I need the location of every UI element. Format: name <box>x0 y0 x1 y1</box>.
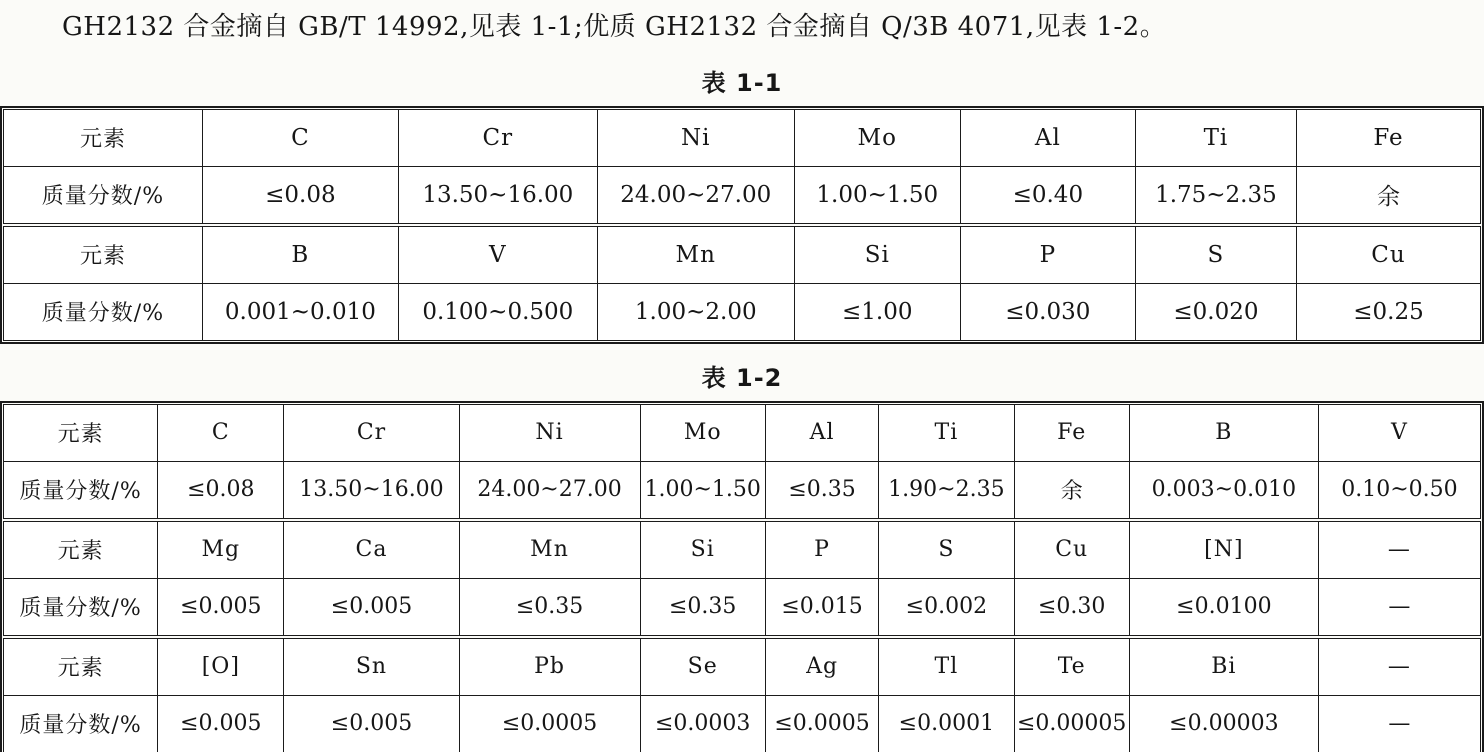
element-cell: Mo <box>641 405 766 462</box>
element-cell: S <box>879 522 1014 579</box>
element-cell: Mn <box>460 522 641 579</box>
element-cell: Tl <box>879 639 1014 696</box>
table2-section-1 <box>3 404 1481 519</box>
value-cell: ≤0.015 <box>766 579 879 635</box>
element-cell: Cr <box>284 405 459 462</box>
element-cell: Al <box>766 405 879 462</box>
row-label: 元素 <box>4 639 158 696</box>
element-cell: — <box>1319 639 1480 696</box>
row-label: 元素 <box>4 405 158 462</box>
element-cell: C <box>158 405 284 462</box>
element-cell: B <box>1130 405 1319 462</box>
value-cell: 0.003~0.010 <box>1130 462 1319 518</box>
element-cell: V <box>1319 405 1480 462</box>
value-cell: ≤1.00 <box>795 284 961 340</box>
value-cell: 1.00~1.50 <box>795 167 961 223</box>
value-cell: ≤0.40 <box>961 167 1136 223</box>
element-cell: Pb <box>460 639 641 696</box>
element-cell: Sn <box>284 639 459 696</box>
value-cell: 1.00~1.50 <box>641 462 766 518</box>
value-cell: 1.90~2.35 <box>879 462 1014 518</box>
value-cell: ≤0.0100 <box>1130 579 1319 635</box>
value-cell: ≤0.00003 <box>1130 696 1319 752</box>
value-cell: ≤0.002 <box>879 579 1014 635</box>
value-cell: ≤0.35 <box>766 462 879 518</box>
element-cell: Al <box>961 110 1136 167</box>
value-cell: — <box>1388 594 1411 620</box>
intro-text: GH2132 合金摘自 GB/T 14992,见表 1-1;优质 GH2132 合金摘自 Q/3B 4071,见表 1-2。 <box>62 12 1167 42</box>
element-cell: Fe <box>1297 110 1480 167</box>
element-cell: Ni <box>460 405 641 462</box>
value-cell: 0.100~0.500 <box>399 284 598 340</box>
value-cell: ≤0.005 <box>284 696 459 752</box>
value-cell: 24.00~27.00 <box>460 462 641 518</box>
element-cell: Se <box>641 639 766 696</box>
table2-caption: 表 1-2 <box>701 363 783 392</box>
element-cell: Mg <box>158 522 284 579</box>
table1-section-2 <box>3 226 1481 341</box>
element-cell: Mo <box>795 110 961 167</box>
table1-section-1 <box>3 109 1481 224</box>
row-label: 元素 <box>4 227 203 284</box>
value-cell: ≤0.005 <box>284 579 459 635</box>
value-cell: ≤0.005 <box>158 579 284 635</box>
row-label: 质量分数/% <box>4 167 203 223</box>
value-cell: 13.50~16.00 <box>399 167 598 223</box>
value-cell: 1.00~2.00 <box>598 284 795 340</box>
value-cell: ≤0.0001 <box>879 696 1014 752</box>
value-cell: ≤0.00005 <box>1015 696 1130 752</box>
element-cell: P <box>766 522 879 579</box>
value-cell: 1.75~2.35 <box>1136 167 1297 223</box>
element-cell: [N] <box>1130 522 1319 579</box>
element-cell: C <box>203 110 399 167</box>
element-cell: Cu <box>1297 227 1480 284</box>
element-cell: Ni <box>598 110 795 167</box>
table2-section-3 <box>3 638 1481 752</box>
value-cell: ≤0.0005 <box>460 696 641 752</box>
value-cell: 0.10~0.50 <box>1341 477 1458 503</box>
value-cell: ≤0.020 <box>1136 284 1297 340</box>
element-cell: Mn <box>598 227 795 284</box>
element-cell: Te <box>1015 639 1130 696</box>
element-cell: Si <box>641 522 766 579</box>
value-cell: ≤0.25 <box>1353 298 1424 325</box>
table2 <box>0 401 1484 752</box>
row-label: 质量分数/% <box>4 696 158 752</box>
element-cell: Ti <box>879 405 1014 462</box>
value-cell: ≤0.0003 <box>641 696 766 752</box>
row-label: 质量分数/% <box>4 462 158 518</box>
element-cell: — <box>1319 522 1480 579</box>
element-cell: Ca <box>284 522 459 579</box>
value-cell: ≤0.0005 <box>766 696 879 752</box>
value-cell: 余 <box>1015 462 1130 518</box>
value-cell: 13.50~16.00 <box>284 462 459 518</box>
element-cell: S <box>1136 227 1297 284</box>
row-label: 质量分数/% <box>4 579 158 635</box>
value-cell: — <box>1388 711 1411 737</box>
element-cell: Bi <box>1130 639 1319 696</box>
row-label: 元素 <box>4 110 203 167</box>
value-cell: 余 <box>1376 184 1400 211</box>
table2-section-2 <box>3 521 1481 636</box>
value-cell: ≤0.30 <box>1015 579 1130 635</box>
element-cell: Ag <box>766 639 879 696</box>
value-cell: 24.00~27.00 <box>598 167 795 223</box>
element-cell: [O] <box>158 639 284 696</box>
element-cell: V <box>399 227 598 284</box>
value-cell: ≤0.08 <box>158 462 284 518</box>
element-cell: Ti <box>1136 110 1297 167</box>
element-cell: Cr <box>399 110 598 167</box>
value-cell: ≤0.030 <box>961 284 1136 340</box>
element-cell: P <box>961 227 1136 284</box>
value-cell: ≤0.08 <box>203 167 399 223</box>
value-cell: 0.001~0.010 <box>203 284 399 340</box>
element-cell: Cu <box>1015 522 1130 579</box>
document-page <box>0 6 1484 752</box>
element-cell: Si <box>795 227 961 284</box>
row-label: 质量分数/% <box>4 284 203 340</box>
element-cell: Fe <box>1015 405 1130 462</box>
value-cell: ≤0.35 <box>641 579 766 635</box>
table1-caption: 表 1-1 <box>701 68 783 97</box>
table1 <box>0 106 1484 344</box>
value-cell: ≤0.35 <box>460 579 641 635</box>
row-label: 元素 <box>4 522 158 579</box>
value-cell: ≤0.005 <box>158 696 284 752</box>
element-cell: B <box>203 227 399 284</box>
